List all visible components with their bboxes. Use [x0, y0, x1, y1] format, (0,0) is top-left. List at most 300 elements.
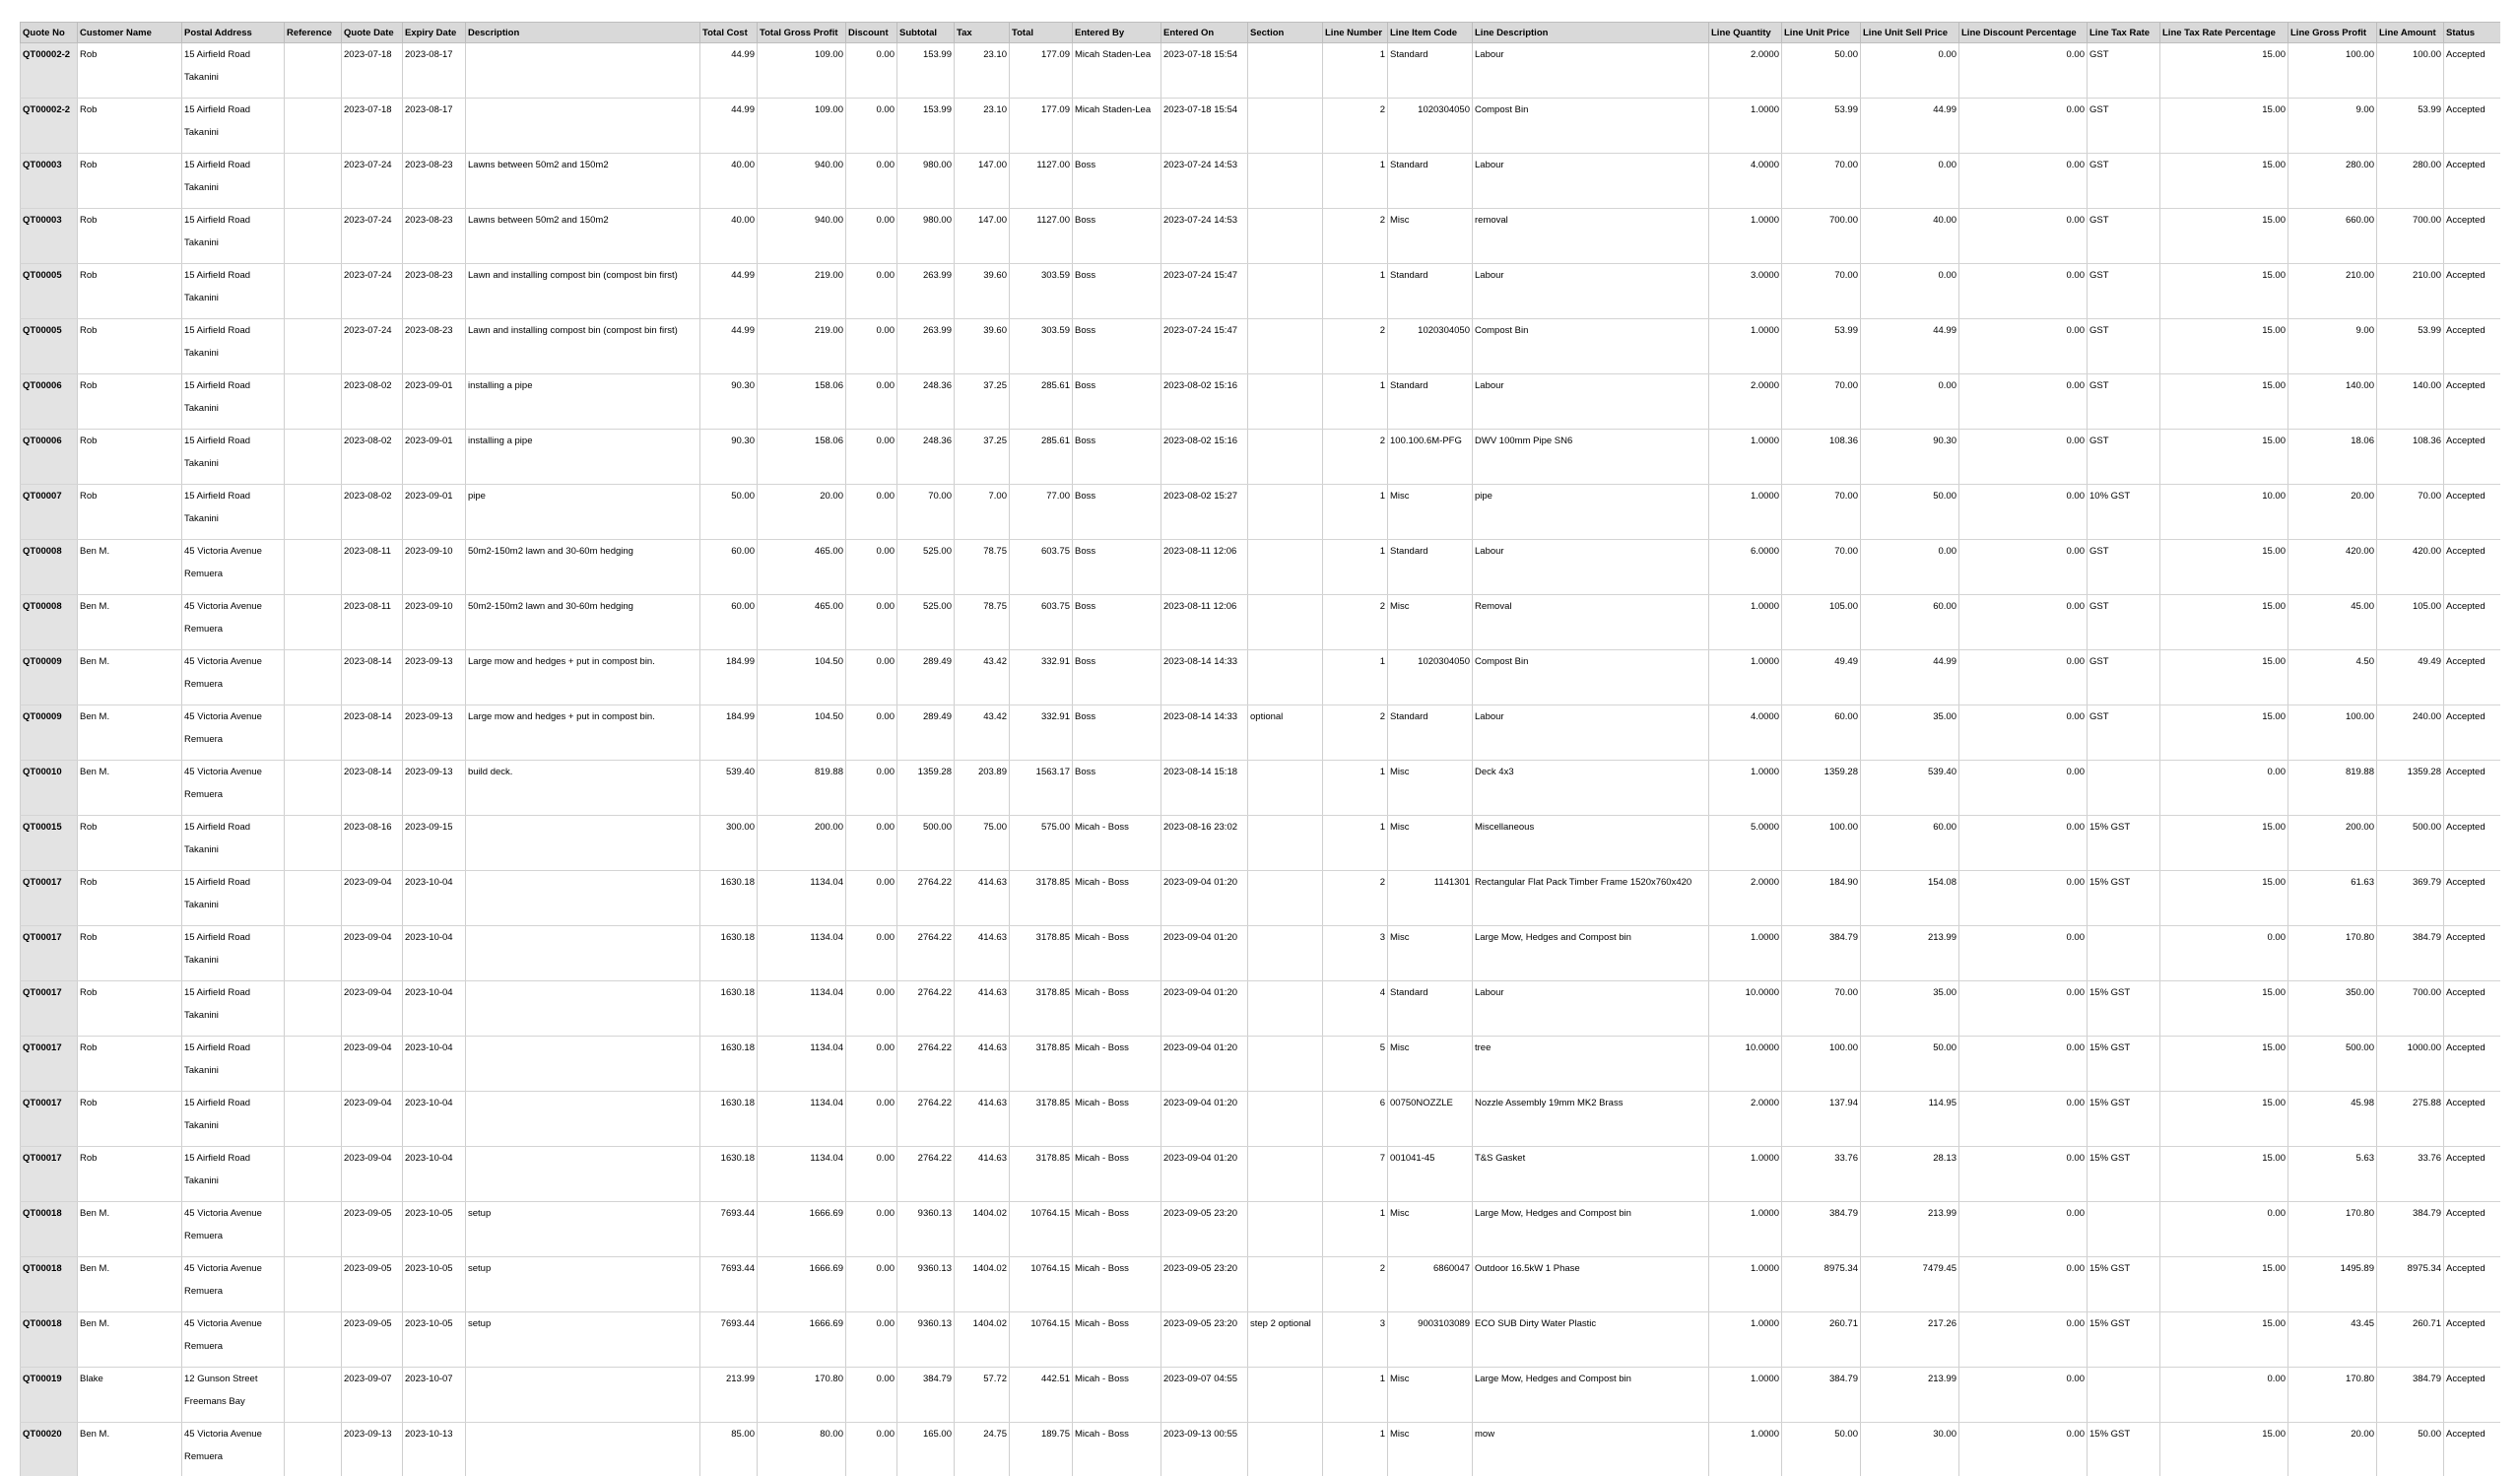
entered-on-cell[interactable]: 2023-09-13 00:55 [1161, 1423, 1248, 1476]
line-discount-percentage-cell[interactable]: 0.00 [1959, 1202, 2088, 1257]
line-item-code-cell[interactable]: Standard [1388, 264, 1473, 319]
total-gross-profit-cell[interactable]: 465.00 [758, 540, 846, 595]
total-cost-cell[interactable]: 184.99 [700, 650, 758, 705]
quote-date-cell[interactable]: 2023-09-04 [342, 926, 403, 981]
line-description-cell[interactable]: Labour [1473, 540, 1709, 595]
line-unit-sell-price-cell[interactable]: 60.00 [1861, 595, 1959, 650]
line-description-cell[interactable]: Labour [1473, 154, 1709, 209]
entered-by-cell[interactable]: Micah - Boss [1073, 1202, 1161, 1257]
line-item-code-cell[interactable]: 1020304050 [1388, 99, 1473, 154]
section-cell[interactable] [1248, 540, 1323, 595]
line-number-cell[interactable]: 1 [1323, 43, 1388, 99]
line-item-code-cell[interactable]: Standard [1388, 154, 1473, 209]
reference-cell[interactable] [285, 705, 342, 761]
postal-address-cell[interactable] [182, 1423, 285, 1476]
total-cost-cell[interactable]: 40.00 [700, 154, 758, 209]
discount-cell[interactable]: 0.00 [846, 540, 897, 595]
line-amount-cell[interactable]: 384.79 [2377, 1202, 2444, 1257]
line-tax-rate-percentage-cell[interactable]: 15.00 [2160, 1423, 2288, 1476]
total-cost-cell[interactable]: 7693.44 [700, 1257, 758, 1312]
subtotal-cell[interactable]: 289.49 [897, 705, 955, 761]
line-unit-sell-price-cell[interactable]: 0.00 [1861, 374, 1959, 430]
total-cost-cell[interactable]: 213.99 [700, 1368, 758, 1423]
total-gross-profit-cell[interactable]: 1134.04 [758, 871, 846, 926]
line-gross-profit-cell[interactable]: 61.63 [2288, 871, 2377, 926]
customer-name-cell[interactable]: Rob [78, 871, 182, 926]
line-number-cell[interactable]: 1 [1323, 816, 1388, 871]
customer-name-cell[interactable]: Ben M. [78, 650, 182, 705]
entered-by-cell[interactable]: Boss [1073, 264, 1161, 319]
column-header[interactable]: Customer Name [78, 23, 182, 43]
column-header[interactable]: Line Tax Rate [2088, 23, 2160, 43]
total-cell[interactable]: 3178.85 [1010, 871, 1073, 926]
expiry-date-cell[interactable]: 2023-10-04 [403, 1147, 466, 1202]
line-number-cell[interactable]: 1 [1323, 650, 1388, 705]
line-quantity-cell[interactable]: 2.0000 [1709, 1092, 1782, 1147]
line-gross-profit-cell[interactable]: 100.00 [2288, 705, 2377, 761]
section-cell[interactable] [1248, 1368, 1323, 1423]
postal-address-cell[interactable] [182, 1368, 285, 1423]
quote-date-cell[interactable]: 2023-08-16 [342, 816, 403, 871]
tax-cell[interactable]: 24.75 [955, 1423, 1010, 1476]
entered-by-cell[interactable]: Boss [1073, 761, 1161, 816]
expiry-date-cell[interactable]: 2023-10-05 [403, 1312, 466, 1368]
quote-no-cell[interactable]: QT00005 [21, 264, 78, 319]
line-number-cell[interactable]: 2 [1323, 1257, 1388, 1312]
customer-name-cell[interactable]: Ben M. [78, 1312, 182, 1368]
line-description-cell[interactable]: DWV 100mm Pipe SN6 [1473, 430, 1709, 485]
total-gross-profit-cell[interactable]: 1134.04 [758, 1037, 846, 1092]
line-discount-percentage-cell[interactable]: 0.00 [1959, 1257, 2088, 1312]
line-discount-percentage-cell[interactable]: 0.00 [1959, 595, 2088, 650]
entered-by-cell[interactable]: Micah - Boss [1073, 1147, 1161, 1202]
section-cell[interactable]: optional [1248, 705, 1323, 761]
line-amount-cell[interactable]: 53.99 [2377, 99, 2444, 154]
tax-cell[interactable]: 43.42 [955, 650, 1010, 705]
quote-no-cell[interactable]: QT00015 [21, 816, 78, 871]
section-cell[interactable] [1248, 264, 1323, 319]
line-unit-sell-price-cell[interactable]: 0.00 [1861, 154, 1959, 209]
line-gross-profit-cell[interactable]: 45.98 [2288, 1092, 2377, 1147]
line-item-code-cell[interactable]: Standard [1388, 540, 1473, 595]
expiry-date-cell[interactable]: 2023-10-04 [403, 1037, 466, 1092]
line-unit-price-cell[interactable]: 8975.34 [1782, 1257, 1861, 1312]
description-cell[interactable] [466, 1092, 700, 1147]
customer-name-cell[interactable]: Rob [78, 264, 182, 319]
line-item-code-cell[interactable]: Standard [1388, 374, 1473, 430]
quote-no-cell[interactable]: QT00020 [21, 1423, 78, 1476]
total-cell[interactable]: 3178.85 [1010, 1037, 1073, 1092]
line-quantity-cell[interactable]: 1.0000 [1709, 1202, 1782, 1257]
column-header[interactable]: Entered By [1073, 23, 1161, 43]
subtotal-cell[interactable]: 70.00 [897, 485, 955, 540]
subtotal-cell[interactable]: 1359.28 [897, 761, 955, 816]
expiry-date-cell[interactable]: 2023-09-10 [403, 540, 466, 595]
line-tax-rate-percentage-cell[interactable]: 15.00 [2160, 430, 2288, 485]
line-discount-percentage-cell[interactable]: 0.00 [1959, 264, 2088, 319]
line-number-cell[interactable]: 2 [1323, 209, 1388, 264]
line-unit-sell-price-cell[interactable]: 40.00 [1861, 209, 1959, 264]
description-cell[interactable]: setup [466, 1312, 700, 1368]
line-number-cell[interactable]: 4 [1323, 981, 1388, 1037]
section-cell[interactable] [1248, 926, 1323, 981]
line-description-cell[interactable]: Labour [1473, 264, 1709, 319]
line-discount-percentage-cell[interactable]: 0.00 [1959, 319, 2088, 374]
discount-cell[interactable]: 0.00 [846, 871, 897, 926]
discount-cell[interactable]: 0.00 [846, 1037, 897, 1092]
line-amount-cell[interactable]: 240.00 [2377, 705, 2444, 761]
line-unit-price-cell[interactable]: 700.00 [1782, 209, 1861, 264]
entered-by-cell[interactable]: Micah - Boss [1073, 1037, 1161, 1092]
section-cell[interactable] [1248, 650, 1323, 705]
line-gross-profit-cell[interactable]: 4.50 [2288, 650, 2377, 705]
expiry-date-cell[interactable]: 2023-10-07 [403, 1368, 466, 1423]
total-gross-profit-cell[interactable]: 1666.69 [758, 1257, 846, 1312]
line-tax-rate-cell[interactable]: GST [2088, 43, 2160, 99]
total-cell[interactable]: 603.75 [1010, 540, 1073, 595]
total-cost-cell[interactable]: 1630.18 [700, 1092, 758, 1147]
line-amount-cell[interactable]: 53.99 [2377, 319, 2444, 374]
description-cell[interactable] [466, 1037, 700, 1092]
postal-address-cell[interactable] [182, 981, 285, 1037]
line-unit-price-cell[interactable]: 33.76 [1782, 1147, 1861, 1202]
line-tax-rate-percentage-cell[interactable]: 0.00 [2160, 926, 2288, 981]
subtotal-cell[interactable]: 2764.22 [897, 1092, 955, 1147]
column-header[interactable]: Description [466, 23, 700, 43]
total-cost-cell[interactable]: 90.30 [700, 374, 758, 430]
postal-address-cell[interactable] [182, 154, 285, 209]
reference-cell[interactable] [285, 1147, 342, 1202]
customer-name-cell[interactable]: Ben M. [78, 761, 182, 816]
total-cell[interactable]: 1127.00 [1010, 209, 1073, 264]
description-cell[interactable] [466, 1147, 700, 1202]
status-cell[interactable]: Accepted [2444, 705, 2501, 761]
line-unit-price-cell[interactable]: 70.00 [1782, 374, 1861, 430]
line-amount-cell[interactable]: 1000.00 [2377, 1037, 2444, 1092]
total-cell[interactable]: 332.91 [1010, 705, 1073, 761]
line-item-code-cell[interactable]: 1141301 [1388, 871, 1473, 926]
column-header[interactable]: Line Description [1473, 23, 1709, 43]
line-item-code-cell[interactable]: 1020304050 [1388, 650, 1473, 705]
line-tax-rate-cell[interactable]: GST [2088, 154, 2160, 209]
discount-cell[interactable]: 0.00 [846, 816, 897, 871]
tax-cell[interactable]: 1404.02 [955, 1312, 1010, 1368]
tax-cell[interactable]: 23.10 [955, 43, 1010, 99]
reference-cell[interactable] [285, 264, 342, 319]
quote-no-cell[interactable]: QT00003 [21, 209, 78, 264]
total-cell[interactable]: 77.00 [1010, 485, 1073, 540]
line-description-cell[interactable]: Compost Bin [1473, 99, 1709, 154]
section-cell[interactable] [1248, 1202, 1323, 1257]
postal-address-cell[interactable] [182, 816, 285, 871]
customer-name-cell[interactable]: Rob [78, 485, 182, 540]
section-cell[interactable] [1248, 1092, 1323, 1147]
status-cell[interactable]: Accepted [2444, 264, 2501, 319]
total-cell[interactable]: 10764.15 [1010, 1202, 1073, 1257]
status-cell[interactable]: Accepted [2444, 650, 2501, 705]
total-gross-profit-cell[interactable]: 219.00 [758, 319, 846, 374]
section-cell[interactable] [1248, 761, 1323, 816]
tax-cell[interactable]: 1404.02 [955, 1202, 1010, 1257]
entered-by-cell[interactable]: Micah - Boss [1073, 926, 1161, 981]
subtotal-cell[interactable]: 9360.13 [897, 1312, 955, 1368]
section-cell[interactable] [1248, 1423, 1323, 1476]
total-gross-profit-cell[interactable]: 109.00 [758, 43, 846, 99]
status-cell[interactable]: Accepted [2444, 1147, 2501, 1202]
quote-no-cell[interactable]: QT00006 [21, 374, 78, 430]
description-cell[interactable]: Large mow and hedges + put in compost bin. [466, 705, 700, 761]
line-quantity-cell[interactable]: 1.0000 [1709, 485, 1782, 540]
column-header[interactable]: Line Gross Profit [2288, 23, 2377, 43]
customer-name-cell[interactable]: Rob [78, 816, 182, 871]
column-header[interactable]: Total [1010, 23, 1073, 43]
line-unit-price-cell[interactable]: 53.99 [1782, 99, 1861, 154]
line-unit-sell-price-cell[interactable]: 213.99 [1861, 1202, 1959, 1257]
total-cell[interactable]: 10764.15 [1010, 1257, 1073, 1312]
line-quantity-cell[interactable]: 1.0000 [1709, 1257, 1782, 1312]
entered-by-cell[interactable]: Boss [1073, 485, 1161, 540]
line-amount-cell[interactable]: 210.00 [2377, 264, 2444, 319]
line-amount-cell[interactable]: 105.00 [2377, 595, 2444, 650]
subtotal-cell[interactable]: 165.00 [897, 1423, 955, 1476]
quote-no-cell[interactable]: QT00018 [21, 1202, 78, 1257]
line-unit-price-cell[interactable]: 50.00 [1782, 43, 1861, 99]
total-cost-cell[interactable]: 1630.18 [700, 981, 758, 1037]
line-unit-sell-price-cell[interactable]: 44.99 [1861, 650, 1959, 705]
total-cost-cell[interactable]: 7693.44 [700, 1312, 758, 1368]
line-unit-price-cell[interactable]: 60.00 [1782, 705, 1861, 761]
status-cell[interactable]: Accepted [2444, 1202, 2501, 1257]
line-unit-sell-price-cell[interactable]: 0.00 [1861, 264, 1959, 319]
line-tax-rate-cell[interactable]: GST [2088, 595, 2160, 650]
postal-address-cell[interactable] [182, 99, 285, 154]
reference-cell[interactable] [285, 209, 342, 264]
tax-cell[interactable]: 37.25 [955, 430, 1010, 485]
line-quantity-cell[interactable]: 2.0000 [1709, 43, 1782, 99]
tax-cell[interactable]: 414.63 [955, 981, 1010, 1037]
line-tax-rate-percentage-cell[interactable]: 15.00 [2160, 319, 2288, 374]
entered-by-cell[interactable]: Boss [1073, 595, 1161, 650]
tax-cell[interactable]: 414.63 [955, 1037, 1010, 1092]
entered-on-cell[interactable]: 2023-08-14 14:33 [1161, 650, 1248, 705]
entered-by-cell[interactable]: Micah - Boss [1073, 1257, 1161, 1312]
entered-by-cell[interactable]: Micah - Boss [1073, 1312, 1161, 1368]
customer-name-cell[interactable]: Blake [78, 1368, 182, 1423]
line-gross-profit-cell[interactable]: 20.00 [2288, 485, 2377, 540]
status-cell[interactable]: Accepted [2444, 981, 2501, 1037]
status-cell[interactable]: Accepted [2444, 1257, 2501, 1312]
line-tax-rate-percentage-cell[interactable]: 15.00 [2160, 540, 2288, 595]
column-header[interactable]: Line Tax Rate Percentage [2160, 23, 2288, 43]
entered-on-cell[interactable]: 2023-07-18 15:54 [1161, 99, 1248, 154]
total-cost-cell[interactable]: 7693.44 [700, 1202, 758, 1257]
entered-on-cell[interactable]: 2023-07-24 15:47 [1161, 264, 1248, 319]
status-cell[interactable]: Accepted [2444, 99, 2501, 154]
line-number-cell[interactable]: 3 [1323, 926, 1388, 981]
section-cell[interactable] [1248, 43, 1323, 99]
total-cell[interactable]: 442.51 [1010, 1368, 1073, 1423]
entered-on-cell[interactable]: 2023-09-05 23:20 [1161, 1202, 1248, 1257]
reference-cell[interactable] [285, 926, 342, 981]
section-cell[interactable] [1248, 1257, 1323, 1312]
line-number-cell[interactable]: 1 [1323, 1423, 1388, 1476]
quote-date-cell[interactable]: 2023-07-24 [342, 209, 403, 264]
line-number-cell[interactable]: 1 [1323, 761, 1388, 816]
customer-name-cell[interactable]: Rob [78, 319, 182, 374]
expiry-date-cell[interactable]: 2023-08-23 [403, 264, 466, 319]
line-unit-price-cell[interactable]: 137.94 [1782, 1092, 1861, 1147]
total-cell[interactable]: 177.09 [1010, 99, 1073, 154]
section-cell[interactable] [1248, 99, 1323, 154]
line-discount-percentage-cell[interactable]: 0.00 [1959, 650, 2088, 705]
tax-cell[interactable]: 1404.02 [955, 1257, 1010, 1312]
line-gross-profit-cell[interactable]: 140.00 [2288, 374, 2377, 430]
expiry-date-cell[interactable]: 2023-10-13 [403, 1423, 466, 1476]
reference-cell[interactable] [285, 99, 342, 154]
line-amount-cell[interactable]: 1359.28 [2377, 761, 2444, 816]
line-quantity-cell[interactable]: 10.0000 [1709, 981, 1782, 1037]
line-description-cell[interactable]: Compost Bin [1473, 319, 1709, 374]
customer-name-cell[interactable]: Rob [78, 209, 182, 264]
line-unit-price-cell[interactable]: 384.79 [1782, 1202, 1861, 1257]
total-gross-profit-cell[interactable]: 1134.04 [758, 981, 846, 1037]
line-tax-rate-percentage-cell[interactable]: 15.00 [2160, 209, 2288, 264]
column-header[interactable]: Subtotal [897, 23, 955, 43]
line-amount-cell[interactable]: 369.79 [2377, 871, 2444, 926]
line-unit-sell-price-cell[interactable]: 44.99 [1861, 99, 1959, 154]
total-gross-profit-cell[interactable]: 219.00 [758, 264, 846, 319]
line-tax-rate-cell[interactable] [2088, 926, 2160, 981]
quote-date-cell[interactable]: 2023-09-04 [342, 981, 403, 1037]
total-cost-cell[interactable]: 60.00 [700, 540, 758, 595]
section-cell[interactable] [1248, 154, 1323, 209]
reference-cell[interactable] [285, 871, 342, 926]
customer-name-cell[interactable]: Ben M. [78, 1257, 182, 1312]
total-cell[interactable]: 3178.85 [1010, 1092, 1073, 1147]
line-discount-percentage-cell[interactable]: 0.00 [1959, 1037, 2088, 1092]
line-tax-rate-cell[interactable]: 15% GST [2088, 1037, 2160, 1092]
line-item-code-cell[interactable]: 9003103089 [1388, 1312, 1473, 1368]
line-tax-rate-percentage-cell[interactable]: 15.00 [2160, 981, 2288, 1037]
description-cell[interactable] [466, 816, 700, 871]
total-cost-cell[interactable]: 44.99 [700, 264, 758, 319]
line-number-cell[interactable]: 1 [1323, 1202, 1388, 1257]
line-gross-profit-cell[interactable]: 45.00 [2288, 595, 2377, 650]
total-cell[interactable]: 3178.85 [1010, 926, 1073, 981]
line-item-code-cell[interactable]: Misc [1388, 926, 1473, 981]
line-unit-price-cell[interactable]: 49.49 [1782, 650, 1861, 705]
line-discount-percentage-cell[interactable]: 0.00 [1959, 981, 2088, 1037]
line-description-cell[interactable]: T&S Gasket [1473, 1147, 1709, 1202]
line-tax-rate-percentage-cell[interactable]: 0.00 [2160, 1202, 2288, 1257]
column-header[interactable]: Tax [955, 23, 1010, 43]
line-unit-price-cell[interactable]: 108.36 [1782, 430, 1861, 485]
tax-cell[interactable]: 43.42 [955, 705, 1010, 761]
reference-cell[interactable] [285, 1037, 342, 1092]
line-discount-percentage-cell[interactable]: 0.00 [1959, 430, 2088, 485]
status-cell[interactable]: Accepted [2444, 209, 2501, 264]
line-tax-rate-cell[interactable]: 15% GST [2088, 1257, 2160, 1312]
description-cell[interactable] [466, 1423, 700, 1476]
postal-address-cell[interactable] [182, 705, 285, 761]
line-item-code-cell[interactable]: Misc [1388, 1368, 1473, 1423]
entered-on-cell[interactable]: 2023-09-04 01:20 [1161, 926, 1248, 981]
entered-on-cell[interactable]: 2023-08-14 15:18 [1161, 761, 1248, 816]
total-gross-profit-cell[interactable]: 170.80 [758, 1368, 846, 1423]
line-tax-rate-cell[interactable]: GST [2088, 650, 2160, 705]
entered-on-cell[interactable]: 2023-09-04 01:20 [1161, 981, 1248, 1037]
discount-cell[interactable]: 0.00 [846, 264, 897, 319]
entered-on-cell[interactable]: 2023-09-07 04:55 [1161, 1368, 1248, 1423]
reference-cell[interactable] [285, 485, 342, 540]
expiry-date-cell[interactable]: 2023-08-23 [403, 319, 466, 374]
postal-address-cell[interactable] [182, 540, 285, 595]
line-gross-profit-cell[interactable]: 9.00 [2288, 319, 2377, 374]
entered-on-cell[interactable]: 2023-09-04 01:20 [1161, 1147, 1248, 1202]
quote-no-cell[interactable]: QT00007 [21, 485, 78, 540]
tax-cell[interactable]: 75.00 [955, 816, 1010, 871]
postal-address-cell[interactable] [182, 1257, 285, 1312]
section-cell[interactable] [1248, 209, 1323, 264]
column-header[interactable]: Line Unit Price [1782, 23, 1861, 43]
line-description-cell[interactable]: Outdoor 16.5kW 1 Phase [1473, 1257, 1709, 1312]
column-header[interactable]: Expiry Date [403, 23, 466, 43]
line-amount-cell[interactable]: 8975.34 [2377, 1257, 2444, 1312]
line-quantity-cell[interactable]: 1.0000 [1709, 1312, 1782, 1368]
reference-cell[interactable] [285, 319, 342, 374]
line-description-cell[interactable]: Large Mow, Hedges and Compost bin [1473, 926, 1709, 981]
section-cell[interactable]: step 2 optional [1248, 1312, 1323, 1368]
line-quantity-cell[interactable]: 4.0000 [1709, 154, 1782, 209]
line-amount-cell[interactable]: 140.00 [2377, 374, 2444, 430]
line-discount-percentage-cell[interactable]: 0.00 [1959, 816, 2088, 871]
line-description-cell[interactable]: mow [1473, 1423, 1709, 1476]
total-gross-profit-cell[interactable]: 20.00 [758, 485, 846, 540]
description-cell[interactable]: installing a pipe [466, 374, 700, 430]
entered-on-cell[interactable]: 2023-07-24 14:53 [1161, 209, 1248, 264]
line-tax-rate-cell[interactable]: GST [2088, 430, 2160, 485]
reference-cell[interactable] [285, 540, 342, 595]
column-header[interactable]: Line Discount Percentage [1959, 23, 2088, 43]
quote-date-cell[interactable]: 2023-07-18 [342, 43, 403, 99]
entered-on-cell[interactable]: 2023-08-02 15:16 [1161, 430, 1248, 485]
line-tax-rate-percentage-cell[interactable]: 15.00 [2160, 1037, 2288, 1092]
line-tax-rate-percentage-cell[interactable]: 15.00 [2160, 1312, 2288, 1368]
status-cell[interactable]: Accepted [2444, 154, 2501, 209]
line-item-code-cell[interactable]: Misc [1388, 595, 1473, 650]
line-tax-rate-percentage-cell[interactable]: 15.00 [2160, 816, 2288, 871]
line-item-code-cell[interactable]: Standard [1388, 981, 1473, 1037]
description-cell[interactable]: Lawn and installing compost bin (compost bin first) [466, 319, 700, 374]
entered-on-cell[interactable]: 2023-09-05 23:20 [1161, 1257, 1248, 1312]
total-cost-cell[interactable]: 1630.18 [700, 926, 758, 981]
description-cell[interactable]: setup [466, 1202, 700, 1257]
line-tax-rate-cell[interactable]: GST [2088, 374, 2160, 430]
line-item-code-cell[interactable]: 001041-45 [1388, 1147, 1473, 1202]
line-description-cell[interactable]: Nozzle Assembly 19mm MK2 Brass [1473, 1092, 1709, 1147]
entered-on-cell[interactable]: 2023-08-14 14:33 [1161, 705, 1248, 761]
reference-cell[interactable] [285, 1423, 342, 1476]
quote-date-cell[interactable]: 2023-08-11 [342, 540, 403, 595]
line-unit-price-cell[interactable]: 70.00 [1782, 981, 1861, 1037]
quote-date-cell[interactable]: 2023-08-14 [342, 650, 403, 705]
line-quantity-cell[interactable]: 1.0000 [1709, 1147, 1782, 1202]
column-header[interactable]: Line Item Code [1388, 23, 1473, 43]
subtotal-cell[interactable]: 500.00 [897, 816, 955, 871]
quote-no-cell[interactable]: QT00018 [21, 1257, 78, 1312]
discount-cell[interactable]: 0.00 [846, 761, 897, 816]
postal-address-cell[interactable] [182, 430, 285, 485]
